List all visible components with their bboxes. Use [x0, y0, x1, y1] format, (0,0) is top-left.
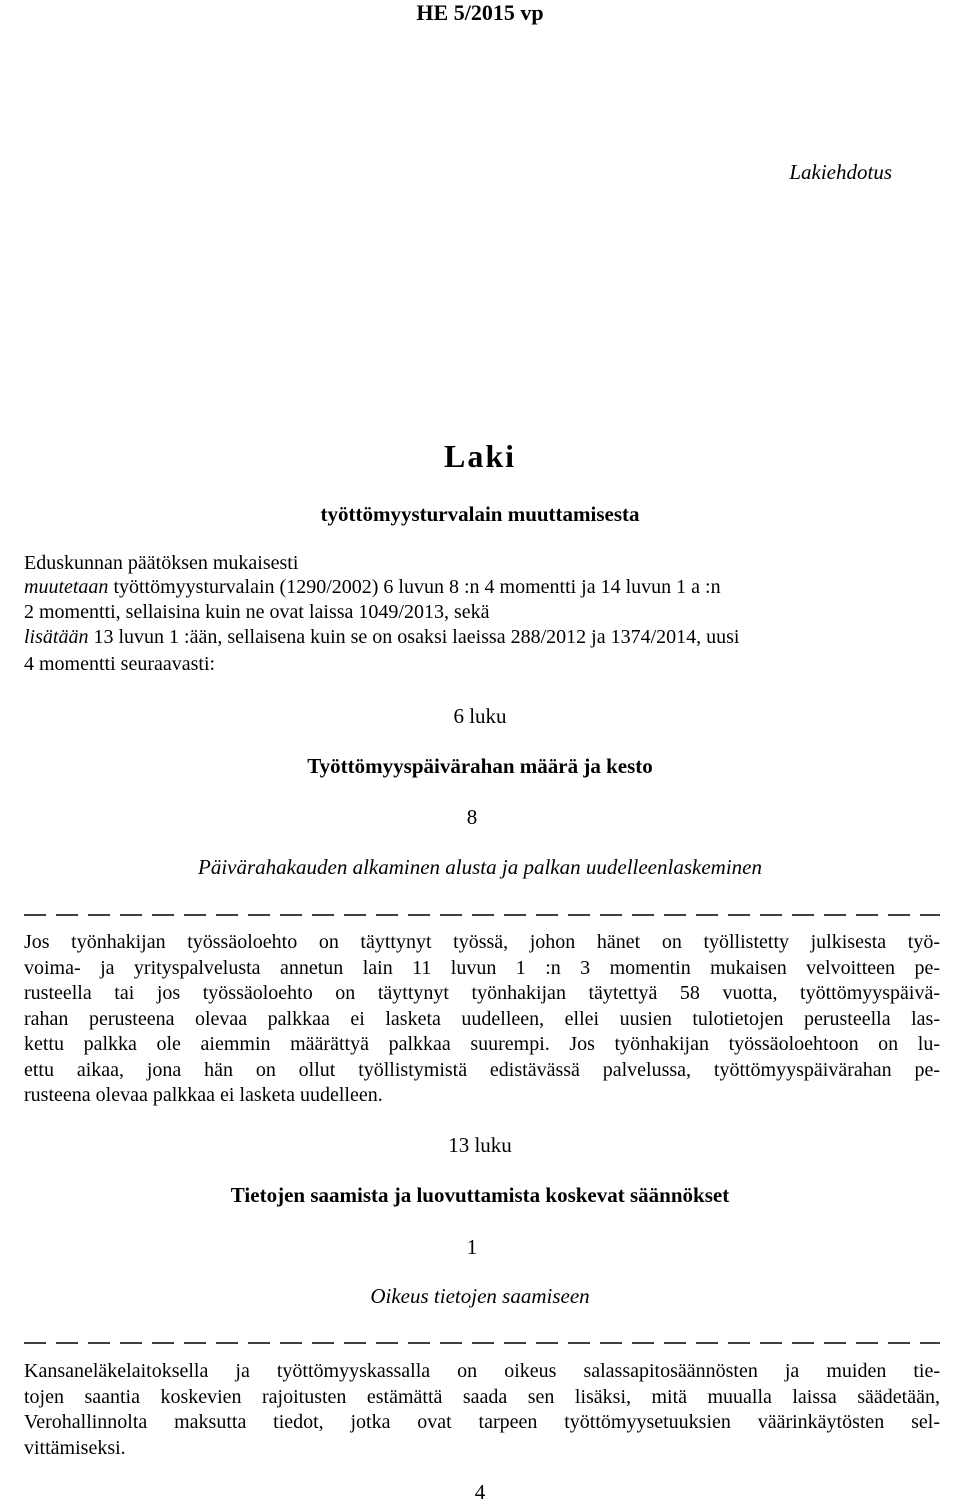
chapter-6-title: Työttömyyspäivärahan määrä ja kesto: [307, 754, 653, 778]
law-subtitle: työttömyysturvalain muuttamisesta: [320, 502, 640, 526]
body-line: vittämiseksi.: [24, 1436, 126, 1459]
omission-dashes-2: [24, 1342, 940, 1344]
page-number: 4: [474, 1480, 486, 1504]
preamble-line-2: [24, 576, 940, 599]
chapter-13-number: 13 luku: [448, 1133, 512, 1157]
preamble-line-2-rest: työttömyysturvalain (1290/2002) 6 luvun 8 :n 4 momentti ja 14 luvun 1 a :n: [108, 576, 721, 598]
body-line: Verohallinnolta maksutta tiedot, jotka ovat tarpeen työttömyysetuuksien väärinkäytösten sel-: [24, 1411, 940, 1433]
section-number: 1: [466, 1235, 478, 1259]
chapter-13-section-title: Oikeus tietojen saamiseen: [370, 1284, 590, 1308]
document-header: HE 5/2015 vp: [416, 0, 544, 25]
body-line: tojen saantia koskevien rajoitusten estämättä saada sen lisäksi, mitä muualla laissa säädetään,: [24, 1385, 940, 1408]
chapter-6-number: 6 luku: [453, 704, 507, 728]
proposal-label: Lakiehdotus: [789, 160, 892, 184]
preamble-line-1: Eduskunnan päätöksen mukaisesti: [24, 552, 299, 574]
body-line: rahan perusteena olevaa palkkaa ei lasketa uudelleen, ellei uusien tulotietojen perusteella las-: [24, 1007, 940, 1030]
body-line: rusteena olevaa palkkaa ei lasketa uudelleen.: [24, 1084, 383, 1106]
chapter-6-section-title: Päivärahakauden alkaminen alusta ja palkan uudelleenlaskeminen: [198, 855, 762, 879]
preamble-line-4: [24, 626, 739, 649]
body-line: Jos työnhakijan työssäoloehto on täyttynyt työssä, johon hänet on työllistetty julkisesta työ-: [24, 931, 940, 953]
body-line: rusteella tai jos työssäoloehto on täyttynyt työnhakijan täytettyä 58 vuotta, työttömyyspäivä-: [24, 982, 940, 1004]
section-number: 8: [466, 805, 478, 829]
body-line: voima- ja yrityspalvelusta annetun lain 11 luvun 1 :n 3 momentin mukaisen velvoitteen pe-: [24, 956, 940, 979]
body-line: kettu palkka ole aiemmin määrättyä palkkaa suurempi. Jos työnhakijan työssäoloehtoon on lu-: [24, 1033, 940, 1055]
omission-dashes-1: [24, 914, 940, 916]
amend-verb: muutetaan: [24, 576, 109, 598]
preamble-line-5: 4 momentti seuraavasti:: [24, 653, 216, 675]
chapter-13-title: Tietojen saamista ja luovuttamista koskevat säännökset: [230, 1183, 730, 1207]
chapter-13-section: [0, 1235, 960, 1260]
preamble-line-4-rest: 13 luvun 1 :ään, sellaisena kuin se on osaksi laeissa 288/2012 ja 1374/2014, uusi: [88, 626, 740, 648]
body-line: ettu aikaa, jona hän on ollut työllistymistä edistävässä palvelussa, työttömyyspäivärahan pe-: [24, 1058, 940, 1081]
add-verb: lisätään: [24, 626, 89, 648]
body-line: Kansaneläkelaitoksella ja työttömyyskassalla on oikeus salassapitosäännösten ja muiden tie-: [24, 1360, 940, 1382]
preamble-line-3: 2 momentti, sellaisina kuin ne ovat laissa 1049/2013, sekä: [24, 601, 490, 623]
chapter-6-body: [24, 930, 940, 1109]
chapter-13-body: [24, 1359, 940, 1461]
law-title: Laki: [443, 438, 517, 474]
chapter-6-section: [0, 805, 960, 830]
